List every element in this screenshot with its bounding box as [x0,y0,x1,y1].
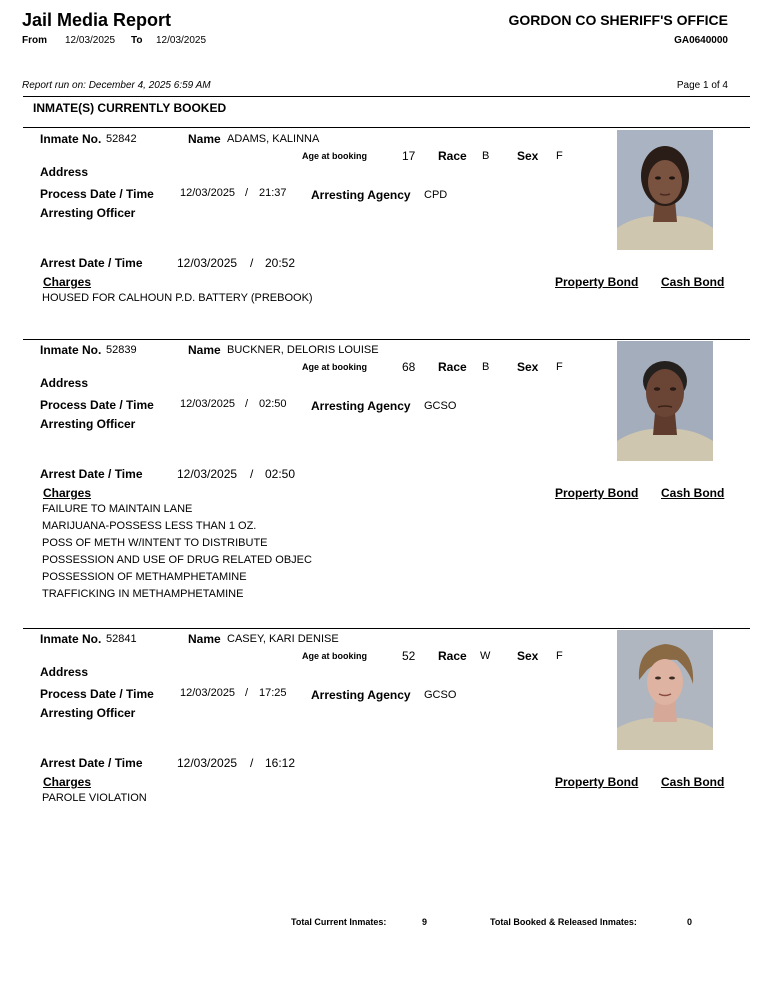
arresting-agency-label: Arresting Agency [311,688,411,702]
process-slash: / [245,398,249,410]
name-value: ADAMS, KALINNA [227,133,320,145]
arrest-date-label: Arrest Date / Time [40,256,143,270]
age-label: Age at booking [302,151,367,161]
sex-label: Sex [517,360,539,374]
inmate-no-label: Inmate No. [40,632,102,646]
race-value: W [480,650,491,662]
process-time-value: 17:25 [259,687,287,699]
inmate-photo [617,341,713,461]
to-date: 12/03/2025 [156,35,207,46]
race-label: Race [438,149,467,163]
sex-value: F [556,361,563,373]
arresting-officer-label: Arresting Officer [40,206,136,220]
total-booked-released-label: Total Booked & Released Inmates: [490,917,637,927]
arresting-officer-label: Arresting Officer [40,706,136,720]
charge-item: POSS OF METH W/INTENT TO DISTRIBUTE [42,537,268,549]
report-run-on: Report run on: December 4, 2025 6:59 AM [22,80,211,91]
address-label: Address [40,665,89,679]
arrest-time-value: 16:12 [265,756,296,770]
record-divider [23,628,750,629]
name-label: Name [188,632,221,646]
race-label: Race [438,360,467,374]
inmate-photo [617,130,713,250]
arrest-slash: / [250,756,254,770]
process-date-label: Process Date / Time [40,187,154,201]
name-label: Name [188,343,221,357]
from-label: From [22,35,47,46]
property-bond-label: Property Bond [555,275,639,289]
process-date-value: 12/03/2025 [180,687,236,699]
arrest-date-label: Arrest Date / Time [40,467,143,481]
inmate-photo [617,630,713,750]
page-number: Page 1 of 4 [676,80,728,91]
race-label: Race [438,649,467,663]
race-value: B [482,361,490,373]
inmate-no-label: Inmate No. [40,343,102,357]
process-time-value: 02:50 [259,398,287,410]
age-value: 68 [402,360,416,374]
total-current-value: 9 [422,917,428,927]
report-title: Jail Media Report [22,10,172,30]
arresting-officer-label: Arresting Officer [40,417,136,431]
arresting-agency-value: GCSO [424,400,457,412]
charges-label: Charges [43,486,92,500]
charge-item: PAROLE VIOLATION [42,792,147,804]
charge-item: FAILURE TO MAINTAIN LANE [42,503,193,515]
age-value: 17 [402,149,416,163]
sheriff-office-name: GORDON CO SHERIFF'S OFFICE [508,12,728,28]
age-value: 52 [402,649,416,663]
process-date-value: 12/03/2025 [180,187,236,199]
inmate-no-label: Inmate No. [40,132,102,146]
cash-bond-label: Cash Bond [661,486,725,500]
property-bond-label: Property Bond [555,486,639,500]
property-bond-label: Property Bond [555,775,639,789]
sex-value: F [556,650,563,662]
record-divider [23,339,750,340]
arresting-agency-value: GCSO [424,689,457,701]
sex-label: Sex [517,149,539,163]
arrest-date-value: 12/03/2025 [177,256,238,270]
charge-item: TRAFFICKING IN METHAMPHETAMINE [42,588,244,600]
charge-item: MARIJUANA-POSSESS LESS THAN 1 OZ. [42,520,257,532]
arresting-agency-value: CPD [424,189,448,201]
inmate-no-value: 52842 [106,133,137,145]
process-date-label: Process Date / Time [40,687,154,701]
name-value: CASEY, KARI DENISE [227,633,339,645]
arrest-time-value: 20:52 [265,256,296,270]
total-booked-released-value: 0 [687,917,693,927]
race-value: B [482,150,490,162]
name-label: Name [188,132,221,146]
age-label: Age at booking [302,362,367,372]
from-date: 12/03/2025 [65,35,116,46]
address-label: Address [40,376,89,390]
cash-bond-label: Cash Bond [661,775,725,789]
arrest-slash: / [250,256,254,270]
section-title: INMATE(S) CURRENTLY BOOKED [33,101,227,115]
arrest-time-value: 02:50 [265,467,296,481]
sex-value: F [556,150,563,162]
arresting-agency-label: Arresting Agency [311,399,411,413]
charges-label: Charges [43,275,92,289]
arrest-date-value: 12/03/2025 [177,756,238,770]
arrest-date-value: 12/03/2025 [177,467,238,481]
charge-item: HOUSED FOR CALHOUN P.D. BATTERY (PREBOOK) [42,292,313,304]
header-divider [23,96,750,97]
charge-item: POSSESSION OF METHAMPHETAMINE [42,571,247,583]
section-divider [23,127,750,128]
process-time-value: 21:37 [259,187,287,199]
inmate-no-value: 52841 [106,633,137,645]
to-label: To [131,35,143,46]
arrest-date-label: Arrest Date / Time [40,756,143,770]
agency-ori: GA0640000 [674,35,728,46]
sex-label: Sex [517,649,539,663]
process-date-label: Process Date / Time [40,398,154,412]
cash-bond-label: Cash Bond [661,275,725,289]
age-label: Age at booking [302,651,367,661]
arrest-slash: / [250,467,254,481]
name-value: BUCKNER, DELORIS LOUISE [227,344,379,356]
total-current-label: Total Current Inmates: [291,917,387,927]
process-slash: / [245,687,249,699]
address-label: Address [40,165,89,179]
charges-label: Charges [43,775,92,789]
charges-list [42,501,312,603]
process-slash: / [245,187,249,199]
process-date-value: 12/03/2025 [180,398,236,410]
inmate-no-value: 52839 [106,344,137,356]
charge-item: POSSESSION AND USE OF DRUG RELATED OBJEC [42,554,312,566]
arresting-agency-label: Arresting Agency [311,188,411,202]
